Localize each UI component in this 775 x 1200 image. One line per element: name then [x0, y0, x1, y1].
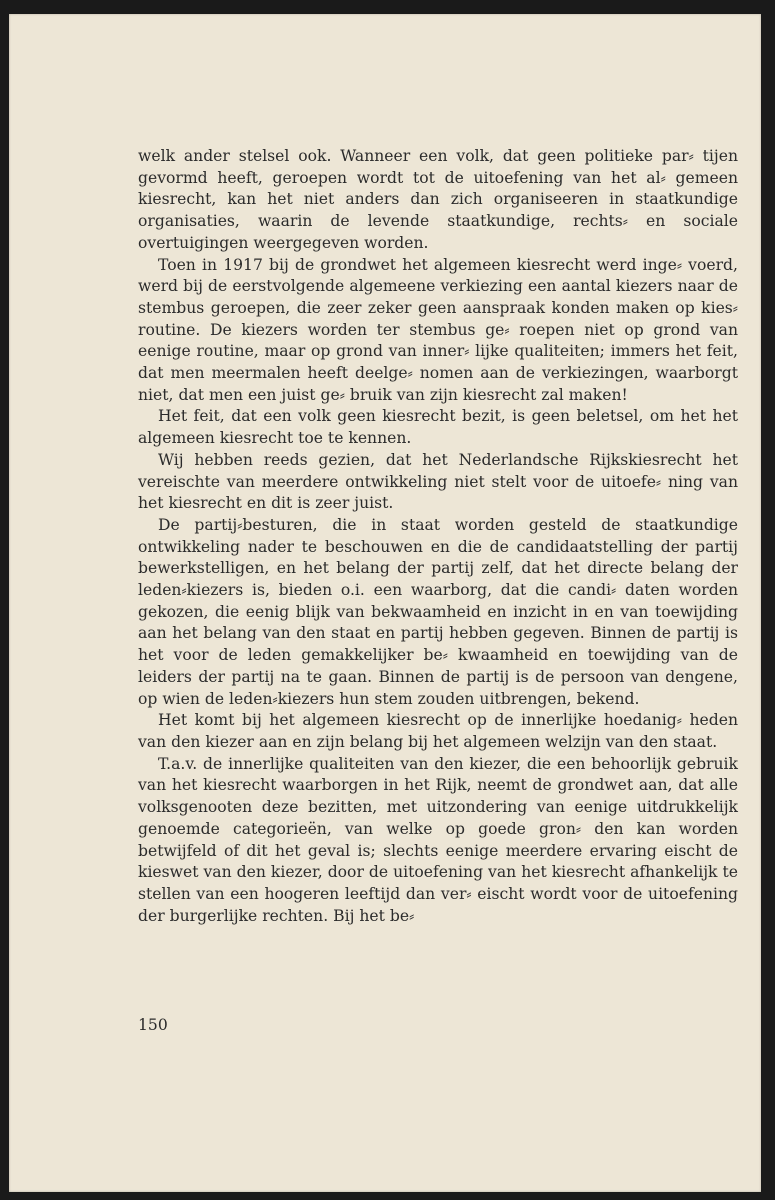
paragraph-7: T.a.v. de innerlijke qualiteiten van den kiezer, die een behoorlijk gebruik van het kiesrecht waarborgen in het Rijk, neemt de grondwet aan, dat alle volksgenooten deze bezitten, met uitzondering van eenige uitdrukkelijk genoemde categorieën, van welke op goede gron⸗ den kan worden betwijfeld of dit het geval is; slechts eenige meerdere ervaring eischt de kieswet van den kiezer, door de uitoefening van het kiesrecht afhankelijk te stellen van een hoogeren leeftijd dan ver⸗ eischt wordt voor de uitoefening der burgerlijke rechten. Bij het be⸗	[138, 754, 738, 925]
paragraph-6: Het komt bij het algemeen kiesrecht op de innerlijke hoedanig⸗ heden van den kiezer aan en zijn belang bij het algemeen welzijn van den staat.	[138, 711, 738, 751]
paragraph-1: welk ander stelsel ook. Wanneer een volk, dat geen politieke par⸗ tijen gevormd heeft, geroepen wordt tot de uitoefening van het al⸗ gemeen kiesrecht, kan het niet anders dan zich organiseeren in staatkundige organisaties, waarin de levende staatkundige, rechts⸗ en sociale overtuigingen weergegeven worden.	[138, 147, 738, 252]
body-text	[138, 146, 738, 927]
page-number: 150	[138, 1016, 168, 1034]
book-page	[9, 14, 761, 1192]
paragraph-4: Wij hebben reeds gezien, dat het Nederlandsche Rijkskiesrecht het vereischte van meerdere ontwikkeling niet stelt voor de uitoefe⸗ ning van het kiesrecht en dit is zeer juist.	[138, 450, 738, 513]
paragraph-2: Toen in 1917 bij de grondwet het algemeen kiesrecht werd inge⸗ voerd, werd bij de eerstvolgende algemeene verkiezing een aantal kiezers naar de stembus geroepen, die zeer zeker geen aanspraak konden maken op kies⸗routine. De kiezers worden ter stembus ge⸗ roepen niet op grond van eenige routine, maar op grond van inner⸗ lijke qualiteiten; immers het feit, dat men meermalen heeft deelge⸗ nomen aan de verkiezingen, waarborgt niet, dat men een juist ge⸗ bruik van zijn kiesrecht zal maken!	[138, 255, 738, 404]
paragraph-3: Het feit, dat een volk geen kiesrecht bezit, is geen beletsel, om het het algemeen kiesrecht toe te kennen.	[138, 407, 738, 448]
paragraph-5: De partij⸗besturen, die in staat worden gesteld de staatkundige ontwikkeling nader te beschouwen en die de candidaatstelling der partij bewerkstelligen, en het belang der partij zelf, dat het directe belang der leden⸗kiezers is, bieden o.i. een waarborg, dat die candi⸗ daten worden gekozen, die eenig blijk van bekwaamheid en inzicht in en van toewijding aan het belang van den staat en partij hebben gegeven. Binnen de partij is het voor de leden gemakkelijker be⸗ kwaamheid en toewijding van de leiders der partij na te gaan. Binnen de partij is de persoon van dengene, op wien de leden⸗kiezers hun stem zouden uitbrengen, bekend.	[138, 515, 738, 708]
